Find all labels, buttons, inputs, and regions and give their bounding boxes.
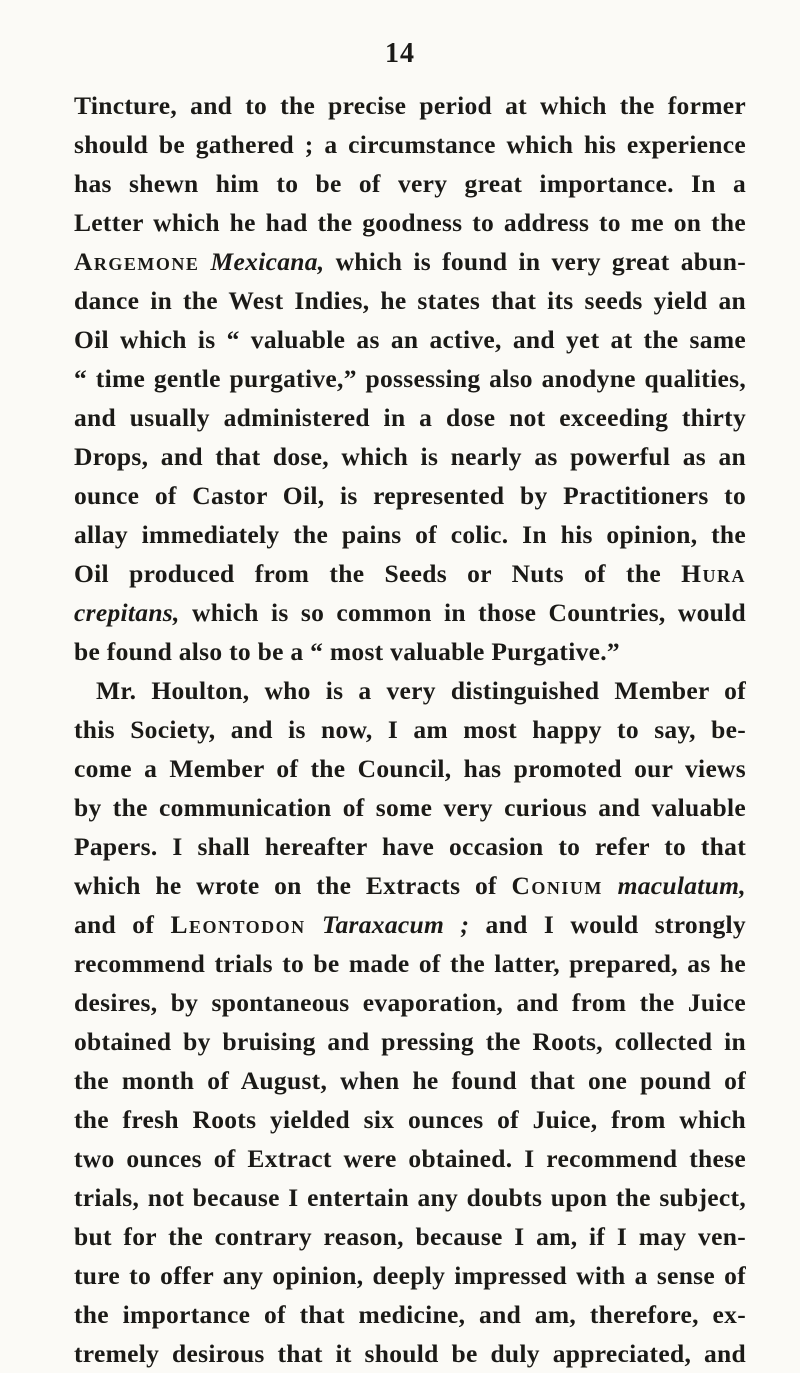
text-line: the fresh Roots yielded six ounces of Juice, from which [74,1105,746,1134]
text-line: has shewn him to be of very great importance. In a [74,169,746,198]
text-line: but for the contrary reason, because I am, if I may ven- [74,1222,746,1251]
text-line: Papers. I shall hereafter have occasion to refer to that [74,832,746,861]
species-name: Mexicana, [210,247,325,276]
text-line: the importance of that medicine, and am, therefore, ex- [74,1300,746,1329]
text-line: this Society, and is now, I am most happy to say, be- [74,715,746,744]
page-number: 14 [385,38,415,69]
text-line [74,554,746,593]
species-name: Taraxacum ; [321,910,470,939]
text-line: the month of August, when he found that one pound of [74,1066,746,1095]
line-segment: and I would strongly [485,910,746,939]
paragraph-end-line: be found also to be a “ most valuable Purgative.” [74,637,620,666]
text-line: “ time gentle purgative,” possessing also anodyne qualities, [74,364,746,393]
genus-name: Hura [681,559,746,588]
text-line: should be gathered ; a circumstance which his experience [74,130,746,159]
text-line: Drops, and that dose, which is nearly as powerful as an [74,442,746,471]
text-line: ounce of Castor Oil, is represented by Practitioners to [74,481,746,510]
text-line: Tincture, and to the precise period at which the former [74,91,746,120]
text-line: obtained by bruising and pressing the Roots, collected in [74,1027,746,1056]
line-segment: and of [74,910,155,939]
paragraph-start-line: Mr. Houlton, who is a very distinguished Member of [96,676,746,705]
text-line: ture to offer any opinion, deeply impressed with a sense of [74,1261,746,1290]
text-line: dance in the West Indies, he states that its seeds yield an [74,286,746,315]
text-line: desires, by spontaneous evaporation, and from the Juice [74,988,746,1017]
text-line [74,866,746,905]
species-name: maculatum, [617,871,746,900]
text-line: Letter which he had the goodness to address to me on the [74,208,746,237]
line-segment: which is found in very great abun- [335,247,746,276]
text-line: and usually administered in a dose not exceeding thirty [74,403,746,432]
text-line: two ounces of Extract were obtained. I recommend these [74,1144,746,1173]
text-line: allay immediately the pains of colic. In his opinion, the [74,520,746,549]
text-line: Oil which is “ valuable as an active, and yet at the same [74,325,746,354]
text-line [74,593,746,632]
text-line [74,905,746,944]
text-line: trials, not because I entertain any doubts upon the subject, [74,1183,746,1212]
line-segment: which he wrote on the Extracts of [74,871,497,900]
body-text [74,86,746,1373]
text-line: recommend trials to be made of the latter, prepared, as he [74,949,746,978]
genus-name: Leontodon [170,910,306,939]
genus-name: Argemone [74,247,200,276]
line-segment: Oil produced from the Seeds or Nuts of the [74,559,661,588]
genus-name: Conium [511,871,603,900]
species-name: crepitans, [74,598,180,627]
line-segment: which is so common in those Countries, would [192,598,746,627]
text-line: come a Member of the Council, has promoted our views [74,754,746,783]
text-line: by the communication of some very curious and valuable [74,793,746,822]
text-line [74,242,746,281]
text-line: tremely desirous that it should be duly appreciated, and [74,1339,746,1368]
